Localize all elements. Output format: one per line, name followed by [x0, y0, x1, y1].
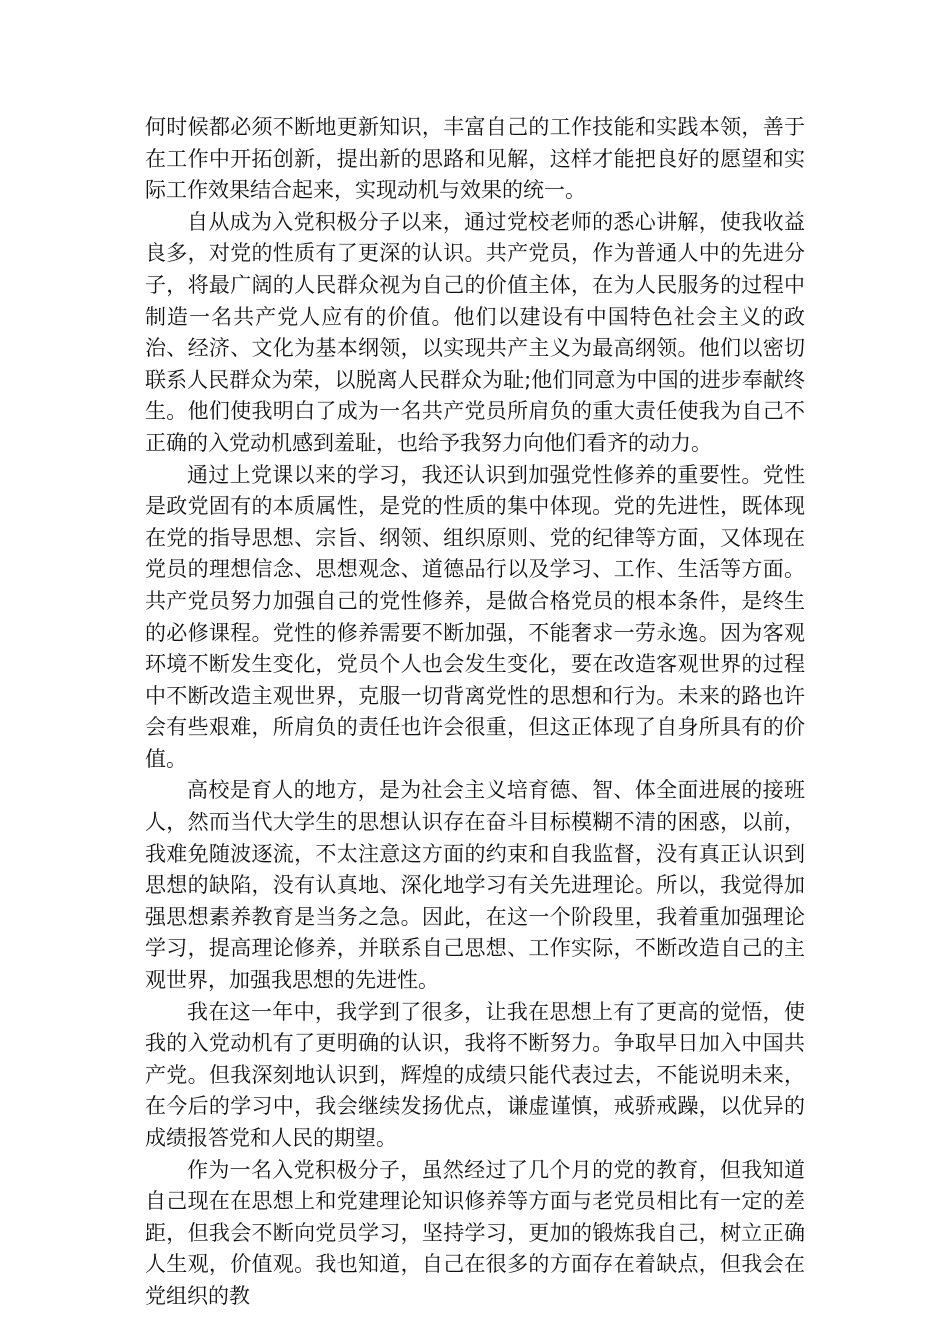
paragraph: 作为一名入党积极分子，虽然经过了几个月的党的教育，但我知道自己现在在思想上和党建理论知识修养等方面与老党员相比有一定的差距，但我会不断向党员学习，坚持学习，更加的锻炼我自己，树立正确人生观，价值观。我也知道，自己在很多的方面存在着缺点，但我会在党组织的教 — [145, 1157, 805, 1308]
paragraph: 高校是育人的地方，是为社会主义培育德、智、体全面进展的接班人，然而当代大学生的思想认识存在奋斗目标模糊不清的困惑，以前，我难免随波逐流，不太注意这方面的约束和自我监督，没有真正认识到思想的缺陷，没有认真地、深化地学习有关先进理论。所以，我觉得加强思想素养教育是当务之急。因此，在这一个阶段里，我着重加强理论学习，提高理论修养，并联系自己思想、工作实际，不断改造自己的主观世界，加强我思想的先进性。 — [145, 778, 805, 993]
document-body — [145, 112, 805, 1313]
paragraph: 通过上党课以来的学习，我还认识到加强党性修养的重要性。党性是政党固有的本质属性，是党的性质的集中体现。党的先进性，既体现在党的指导思想、宗旨、纲领、组织原则、党的纪律等方面，又体现在党员的理想信念、思想观念、道德品行以及学习、工作、生活等方面。共产党员努力加强自己的党性修养，是做合格党员的根本条件，是终生的必修课程。党性的修养需要不断加强，不能奢求一劳永逸。因为客观环境不断发生变化，党员个人也会发生变化，要在改造客观世界的过程中不断改造主观世界，克服一切背离党性的思想和行为。未来的路也许会有些艰难，所肩负的责任也许会很重，但这正体现了自身所具有的价值。 — [145, 462, 805, 771]
paragraph-continuation: 何时候都必须不断地更新知识，丰富自己的工作技能和实践本领，善于在工作中开拓创新，提出新的思路和见解，这样才能把良好的愿望和实际工作效果结合起来，实现动机与效果的统一。 — [145, 115, 805, 203]
paragraph: 自从成为入党积极分子以来，通过党校老师的悉心讲解，使我收益良多，对党的性质有了更深的认识。共产党员，作为普通人中的先进分子，将最广阔的人民群众视为自己的价值主体，在为人民服务的过程中制造一名共产党人应有的价值。他们以建设有中国特色社会主义的政治、经济、文化为基本纲领，以实现共产主义为最高纲领。他们以密切联系人民群众为荣，以脱离人民群众为耻;他们同意为中国的进步奉献终生。他们使我明白了成为一名共产党员所肩负的重大责任使我为自己不正确的入党动机感到羞耻，也给予我努力向他们看齐的动力。 — [145, 209, 805, 455]
paragraph: 我在这一年中，我学到了很多，让我在思想上有了更高的觉悟，使我的入党动机有了更明确的认识，我将不断努力。争取早日加入中国共产党。但我深刻地认识到，辉煌的成绩只能代表过去，不能说明未来，在今后的学习中，我会继续发扬优点，谦虚谨慎，戒骄戒躁，以优异的成绩报答党和人民的期望。 — [145, 999, 805, 1150]
